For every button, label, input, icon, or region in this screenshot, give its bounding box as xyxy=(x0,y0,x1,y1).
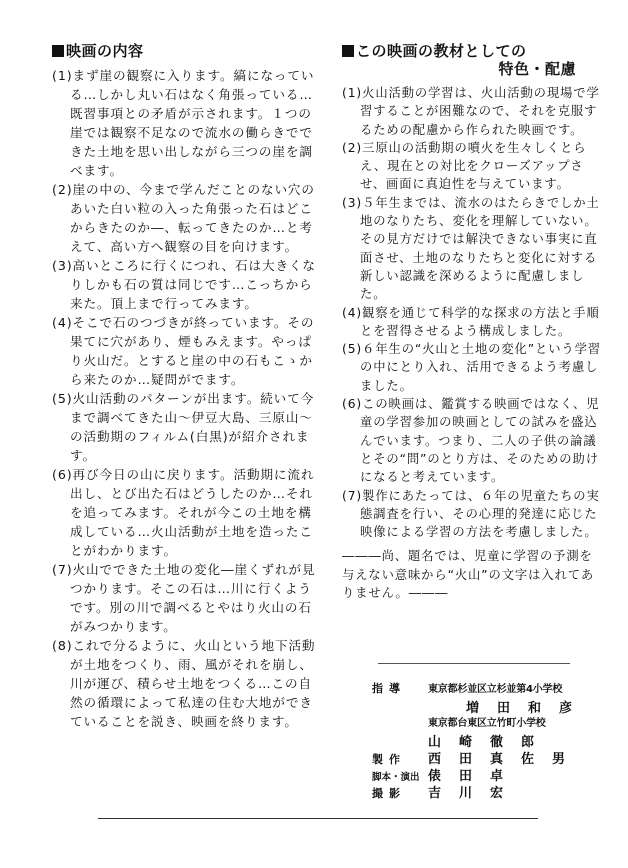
credit-row xyxy=(372,782,612,799)
credit-role: 製作 xyxy=(372,753,406,766)
list-item: (3)５年生までは、流水のはたらきでしか土地のなりたち、変化を理解していない。その見方だけでは解決できない事実に直面させ、土地のなりたちと変化に対する新しい認識を深めるように配慮しました。 xyxy=(342,195,600,302)
list-item: (1)火山活動の学習は、火山活動の現場で学習することが困難なので、それを克服するための配慮から作られた映画です。 xyxy=(342,86,600,137)
credit-name: 山崎徹郎 xyxy=(428,735,553,750)
credit-role: 脚本・演出 xyxy=(372,772,420,783)
list-item: (3)高いところに行くにつれ、石は大きくなりしかも石の質は同じです…こっちから来た。頂上まで行ってみます。 xyxy=(52,258,316,311)
credits-block xyxy=(372,680,612,799)
credits-divider xyxy=(378,663,570,664)
bottom-divider xyxy=(98,818,538,819)
credit-row xyxy=(372,714,612,731)
credit-name: 吉川宏 xyxy=(428,786,522,801)
list-item: (6)この映画は、鑑賞する映画ではなく、児童の学習参加の映画としての試みを盛込んでいます。つまり、二人の子供の論議とその“問”のとり方は、そのための助けになると考えています。 xyxy=(342,397,600,485)
credit-row xyxy=(372,731,612,748)
content-list xyxy=(52,66,320,731)
list-item: (2)三原山の活動期の噴火を生々しくとらえ、現在との対比をクローズアップさせ、画面に真迫性を与えています。 xyxy=(342,140,587,192)
left-column xyxy=(52,42,320,731)
credit-row xyxy=(372,765,612,782)
list-item: (1)まず崖の観察に入ります。縞になっている…しかし丸い石はなく角張っている…既習事項との矛盾が示されます。１つの崖では観察不足なので流水の働らきでできた土地を思い出しながら三つの崖を調べます。 xyxy=(52,68,315,178)
right-column xyxy=(342,42,604,615)
credit-school: 東京都杉並区立杉並第4小学校 xyxy=(428,684,563,695)
credit-name: 俵田卓 xyxy=(428,769,522,784)
list-item: (7)製作にあたっては、６年の児童たちの実態調査を行い、その心理的発達に応じた映像による学習の方法を考慮しました。 xyxy=(342,488,600,540)
list-item: (4)そこで石のつづきが終っています。その果てに穴があり、煙もみえます。やっぱり火山だ。とすると崖の中の石もこゝから来たのか…疑問がでます。 xyxy=(52,315,315,387)
list-item: (2)崖の中の、今まで学んだことのない穴のあいた白い粒の入った角張った石はどこからきたのか―、転ってきたのか…と考えて、高い方へ観察の目を向けます。 xyxy=(52,182,315,254)
credit-role: 撮影 xyxy=(372,787,406,800)
closing-note: ―――尚、題名では、児童に学習の予測を与えない意味から“火山”の文字は入れてありません。――― xyxy=(342,549,595,601)
list-item: (4)観察を通じて科学的な探求の方法と手順とを習得させるよう構成しました。 xyxy=(342,305,600,338)
credit-role: 指導 xyxy=(372,682,406,695)
list-item: (5)６年生の“火山と土地の変化”という学習の中にとり入れ、活用できるよう考慮しました。 xyxy=(342,342,602,393)
content-heading: 映画の内容 xyxy=(52,42,320,60)
credit-name: 増田和彦 xyxy=(466,701,591,716)
list-item: (7)火山でできた土地の変化―崖くずれが見つかります。そこの石は…川に行くようです。別の川で調べるとやはり火山の石がみつかります。 xyxy=(52,562,316,634)
credit-row xyxy=(372,697,612,714)
square-bullet-icon xyxy=(52,45,64,57)
features-list xyxy=(342,84,604,541)
credit-school: 東京都台東区立竹町小学校 xyxy=(428,718,546,729)
credit-name: 西田真佐男 xyxy=(428,752,584,767)
list-item: (8)これで分るように、火山という地下活動が土地をつくり、雨、風がそれを崩し、川が運び、積らせ土地をつくる…この自然の循環によって私達の住む大地ができていることを説き、映画を終ります。 xyxy=(52,638,316,729)
features-heading: この映画の教材としての 特色・配慮 xyxy=(342,42,604,78)
list-item: (5)火山活動のパターンが出ます。続いて今まで調べてきた山～伊豆大島、三原山～の活動期のフィルム(白黒)が紹介されます。 xyxy=(52,391,315,463)
credit-row xyxy=(372,680,612,697)
square-bullet-icon xyxy=(342,45,354,57)
list-item: (6)再び今日の山に戻ります。活動期に流れ出し、とび出た石はどうしたのか…それを追ってみます。それが今この土地を構成している…火山活動が土地を造ったことがわかります。 xyxy=(52,467,315,558)
credit-row xyxy=(372,748,612,765)
